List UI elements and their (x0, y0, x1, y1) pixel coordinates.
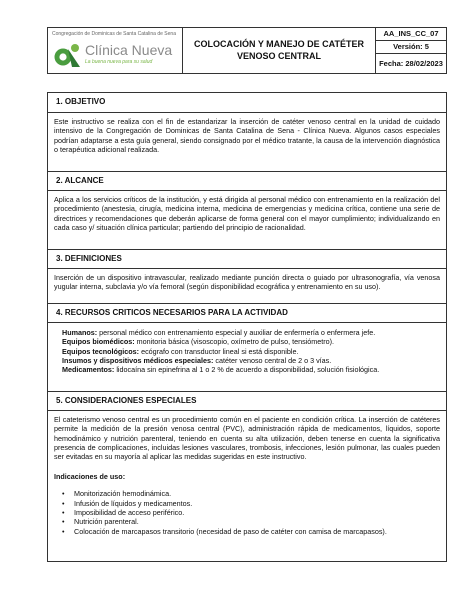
section-alcance (48, 171, 446, 241)
document-meta (376, 28, 446, 73)
section-text: El cateterismo venoso central es un procedimiento común en el paciente en condición crítica. La inserción de catéteres permite la medición de la presión venosa central (PVC), administración rápida de medicamentos, líquidos, soporte hemodinámico y nutrición parenteral, teniendo en cuenta su alta utilización, deben tenerse en cuenta la significativa presencia de complicaciones, incluidas lesiones vasculares, trombosis, infecciones, lesión pulmonar, las cuales pueden ser evitadas en su mayoría al aplicar las medidas sugeridas en este instructivo. (54, 415, 440, 462)
document-code: AA_INS_CC_07 (376, 28, 446, 41)
resource-item: Equipos tecnológicos: ecógrafo con transductor lineal si está disponible. (62, 346, 299, 356)
list-item: • Colocación de marcapasos transitorio (necesidad de paso de catéter con camisa de marcapasos). (62, 527, 446, 536)
clinic-logo-icon (52, 41, 82, 69)
section-recursos (48, 303, 446, 391)
document-title (183, 28, 376, 73)
resource-item: Humanos: personal médico con entrenamiento especial y auxiliar de enfermería o enfermera jefe. (62, 328, 376, 337)
logo-tagline: La buena nueva para su salud (85, 59, 153, 66)
resource-item: Insumos y dispositivos médicos especiales: catéter venoso central de 2 o 3 vías. (62, 356, 332, 366)
section-heading: 5. CONSIDERACIONES ESPECIALES (48, 391, 446, 411)
list-item: • Infusión de líquidos y medicamentos. (62, 499, 446, 508)
section-objetivo (48, 93, 446, 171)
list-item: • Monitorización hemodinámica. (62, 489, 446, 498)
document-body (47, 92, 447, 562)
section-text: Este instructivo se realiza con el fin de estandarizar la inserción de catéter venoso central en la unidad de cuidado intensivo de la Congregación de Dominicas de Santa Catalina de Sena - Clínica Nueva. Algunos casos especiales podrían adaptarse a esta guía general, siendo consignado por el médico tratante, la causa de la intervención diagnóstica o terapéutica adicional realizada. (54, 117, 440, 155)
title-line-2: VENOSO CENTRAL (236, 50, 321, 61)
section-consideraciones (48, 391, 446, 536)
list-item: • Nutrición parenteral. (62, 517, 446, 526)
list-item: • Imposibilidad de acceso periférico. (62, 508, 446, 517)
section-definiciones (48, 249, 446, 303)
logo-name: Clínica Nueva (85, 42, 173, 59)
document-date: Fecha: 28/02/2023 (379, 58, 443, 68)
congregation-name: Congregación de Dominicas de Santa Catalina de Sena (52, 31, 176, 37)
section-text: Aplica a los servicios críticos de la institución, y está dirigida al personal médico con entrenamiento en la realización del procedimiento (anestesia, cirugía, medicina interna, medicina de emergencias y medicina crítica, contiene una serie de directrices y recomendaciones que deberán aplicarse de forma general con el mayor cumplimiento; individualizando en cada caso y/ situación clínica particular; partiendo del principio de racionalidad. (54, 195, 440, 233)
uses-heading: Indicaciones de uso: (54, 471, 126, 481)
logo-block (48, 28, 183, 73)
section-heading: 3. DEFINICIONES (48, 249, 446, 269)
title-line-1: COLOCACIÓN Y MANEJO DE CATÉTER (193, 39, 364, 50)
section-heading: 1. OBJETIVO (48, 93, 446, 113)
uses-list (48, 489, 446, 536)
section-heading: 2. ALCANCE (48, 171, 446, 191)
document-version: Versión: 5 (376, 41, 446, 54)
logo (52, 41, 178, 69)
resource-item: Medicamentos: lidocaína sin epinefrina al 1 o 2 % de acuerdo a disponibilidad, solución fisiológica. (62, 365, 380, 375)
document-header (47, 27, 447, 74)
section-text: Inserción de un dispositivo intravascular, realizado mediante punción directa o guiado por ultrasonografía, vía venosa yugular interna, subclavia y/o vía femoral (según disponibilidad ecográfica y entrenamiento en su uso). (54, 273, 440, 292)
section-heading: 4. RECURSOS CRITICOS NECESARIOS PARA LA ACTIVIDAD (48, 303, 446, 323)
resource-item: Equipos biomédicos: monitoria básica (visoscopio, oxímetro de pulso, tensiómetro). (62, 337, 335, 347)
resources-list (48, 323, 446, 391)
